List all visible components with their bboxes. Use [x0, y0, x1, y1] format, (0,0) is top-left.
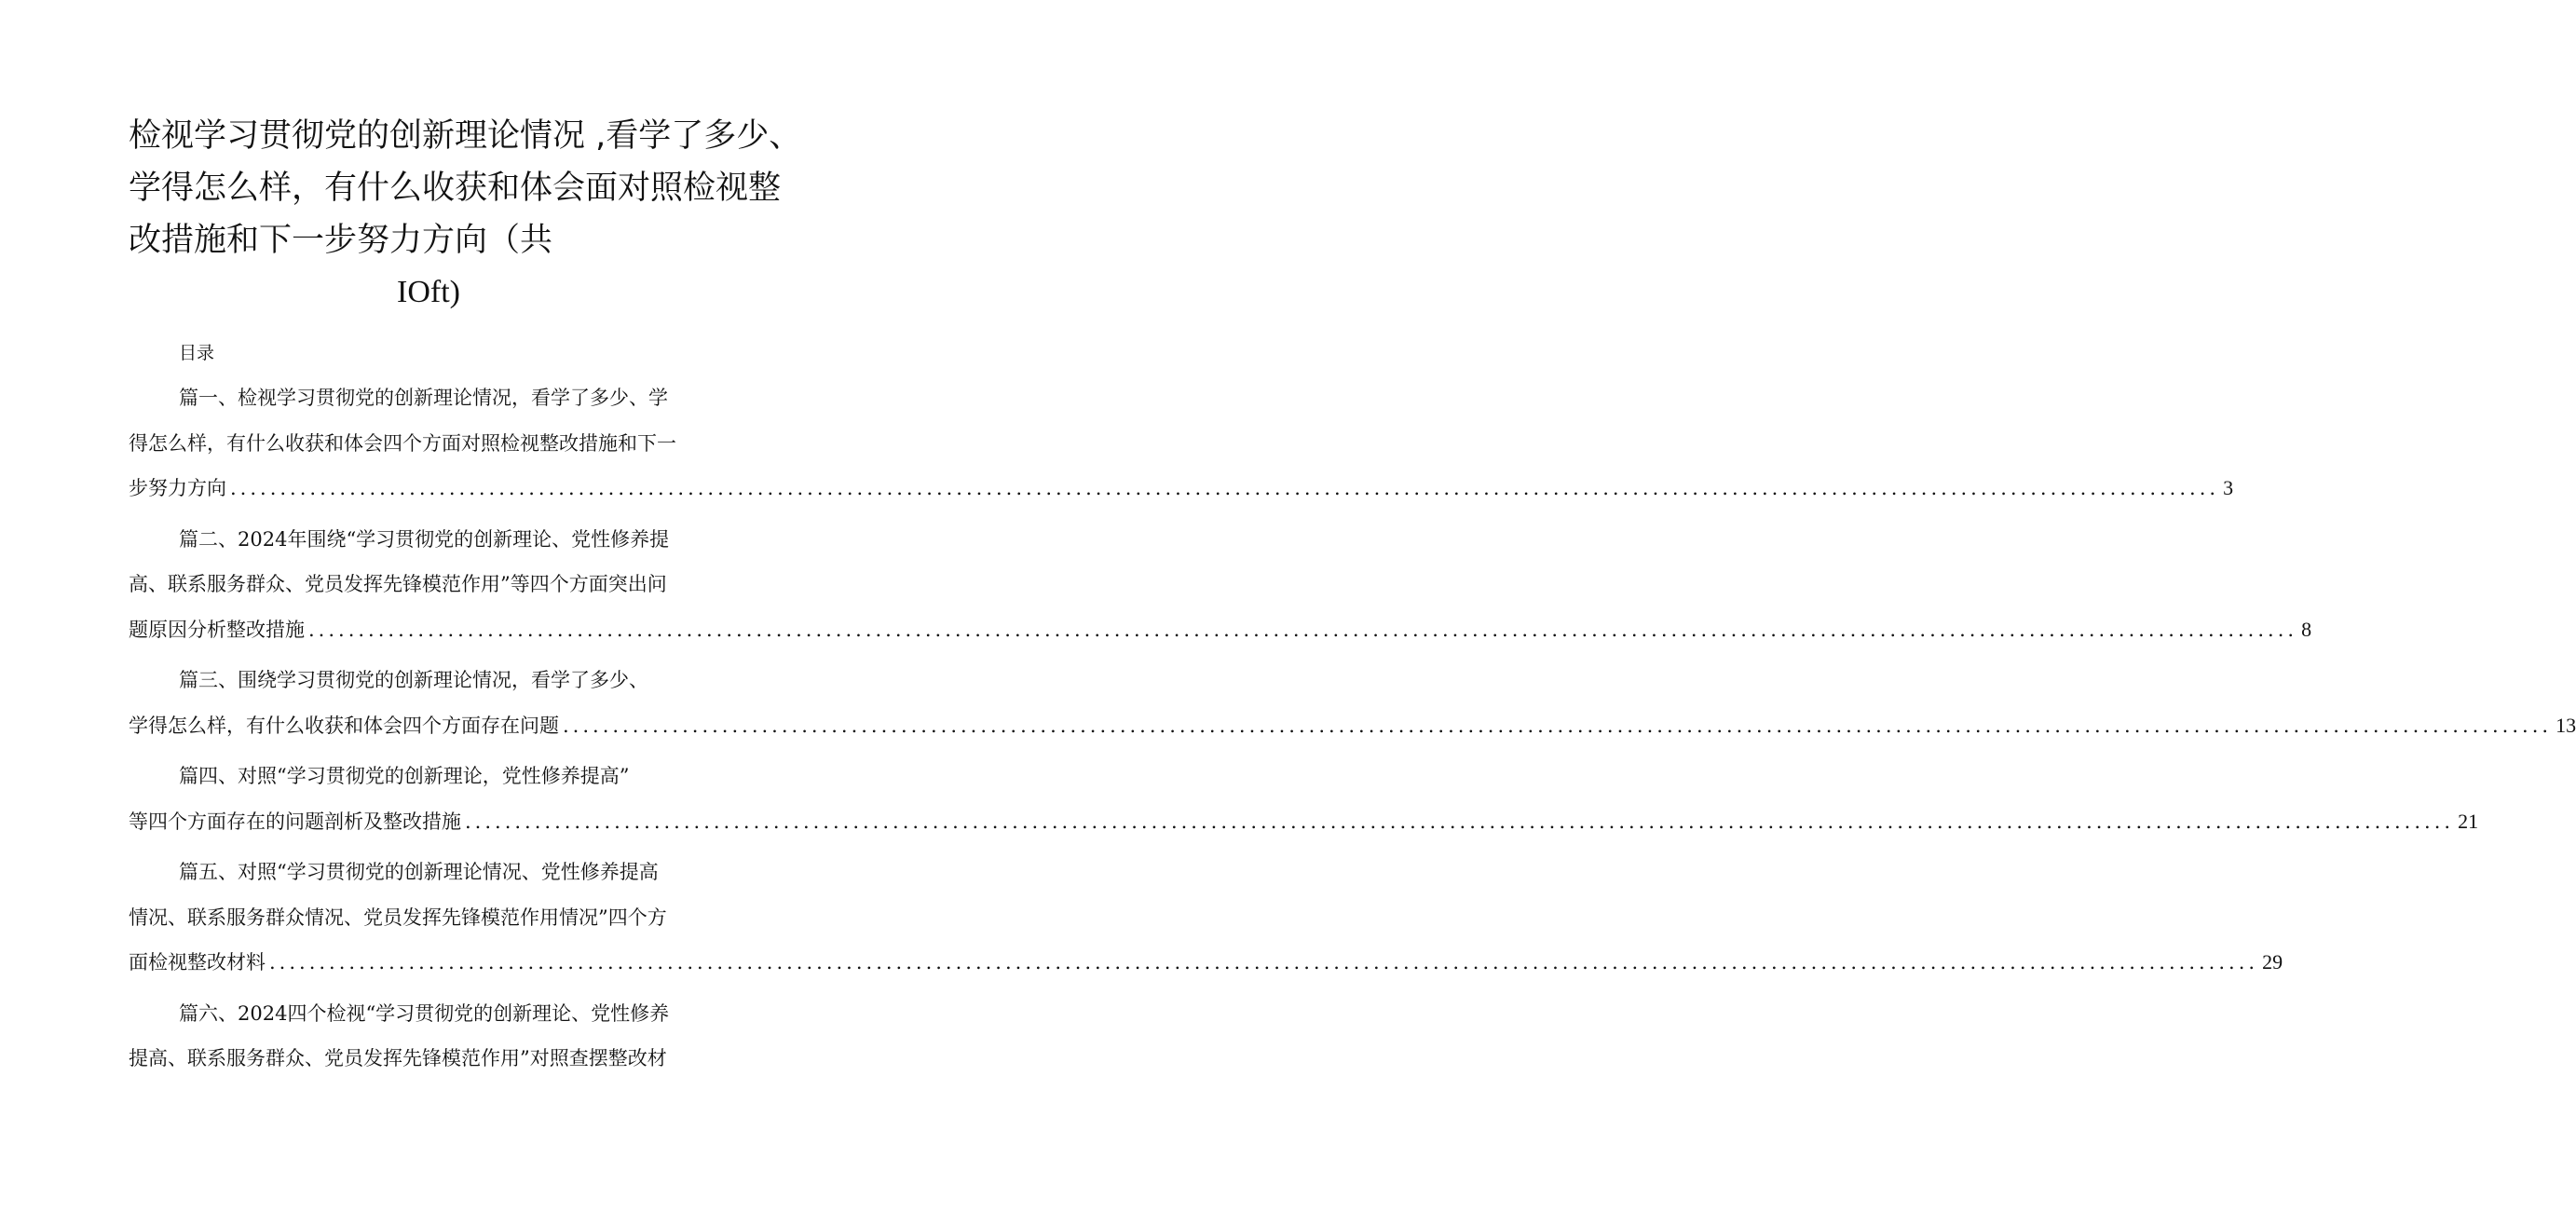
title-line: 学得怎么样，有什么收获和体会面对照检视整: [129, 170, 782, 207]
toc-entry-line: [129, 895, 731, 941]
toc-entry-text: 学得怎么样，有什么收获和体会四个方面存在问题: [129, 714, 559, 737]
toc-entry-text: 篇五、对照“学习贯彻党的创新理论情况、党性修养提高: [179, 861, 659, 883]
toc-entry-line: [129, 754, 731, 799]
toc-entry-line: [129, 850, 731, 895]
toc-entry-line: [129, 799, 2479, 845]
toc-dot-leader: ........................................................................................................................................................................................................: [308, 618, 2298, 641]
toc-entry[interactable]: [129, 850, 2283, 986]
toc-entry-line: [129, 517, 731, 563]
toc-entry-line: [129, 940, 2283, 986]
toc-entry[interactable]: [129, 754, 2479, 844]
title-line: 改措施和下一步努力方向（共: [129, 222, 553, 259]
toc-entry-line: [129, 658, 731, 703]
toc-page-number: 8: [2301, 617, 2312, 641]
toc-entry-line: [129, 703, 2576, 749]
toc-entry-text: 篇三、围绕学习贯彻党的创新理论情况，看学了多少、: [179, 669, 648, 691]
toc-entry-text: 高、联系服务群众、党员发挥先锋模范作用”等四个方面突出问: [129, 573, 667, 595]
toc-dot-leader: ........................................................................................................................................................................................................: [230, 477, 2220, 499]
toc-entry-text: 面检视整改材料: [129, 951, 266, 974]
toc-entry-line: [129, 1036, 731, 1082]
toc-entry[interactable]: [129, 658, 2576, 748]
toc-dot-leader: ........................................................................................................................................................................................................: [269, 951, 2259, 974]
document-title: [129, 110, 802, 266]
toc-entry[interactable]: [129, 375, 2234, 511]
toc-entry-text: 篇四、对照“学习贯彻党的创新理论，党性修养提高”: [179, 765, 630, 787]
toc-entry-line: [129, 421, 731, 467]
toc-entry-line: [129, 607, 2312, 653]
toc-page-number: 13: [2556, 713, 2576, 737]
toc-page-number: 3: [2223, 476, 2234, 499]
toc-entry-text: 提高、联系服务群众、党员发挥先锋模范作用”对照查摆整改材: [129, 1047, 667, 1069]
toc-entry-text: 篇一、检视学习贯彻党的创新理论情况，看学了多少、学: [179, 387, 668, 409]
toc-entry[interactable]: [129, 991, 731, 1082]
toc-entry-line: [129, 562, 731, 607]
title-suffix: IOft): [397, 275, 460, 309]
toc-entry-line: [129, 991, 731, 1037]
toc-entry[interactable]: [129, 517, 2312, 653]
toc-entry-text: 得怎么样，有什么收获和体会四个方面对照检视整改措施和下一: [129, 431, 676, 455]
toc-entry-text: 篇六、2024四个检视“学习贯彻党的创新理论、党性修养: [179, 1001, 670, 1025]
toc-entry-text: 题原因分析整改措施: [129, 618, 305, 641]
toc-page-number: 29: [2262, 950, 2283, 974]
toc-dot-leader: ........................................................................................................................................................................................................: [465, 810, 2455, 833]
toc-entry-line: [129, 375, 731, 421]
toc-entry-text: 等四个方面存在的问题剖析及整改措施: [129, 810, 461, 833]
toc-page-number: 21: [2458, 809, 2479, 833]
table-of-contents: [129, 375, 2576, 1087]
toc-entry-text: 步努力方向: [129, 477, 226, 499]
toc-entry-text: 情况、联系服务群众情况、党员发挥先锋模范作用情况”四个方: [129, 906, 667, 929]
toc-entry-line: [129, 466, 2234, 511]
title-line: 检视学习贯彻党的创新理论情况 ,看学了多少、: [129, 117, 802, 155]
toc-dot-leader: ........................................................................................................................................................................................................: [563, 714, 2553, 737]
toc-heading: 目录: [179, 343, 215, 363]
toc-entry-text: 篇二、2024年围绕“学习贯彻党的创新理论、党性修养提: [179, 527, 670, 551]
